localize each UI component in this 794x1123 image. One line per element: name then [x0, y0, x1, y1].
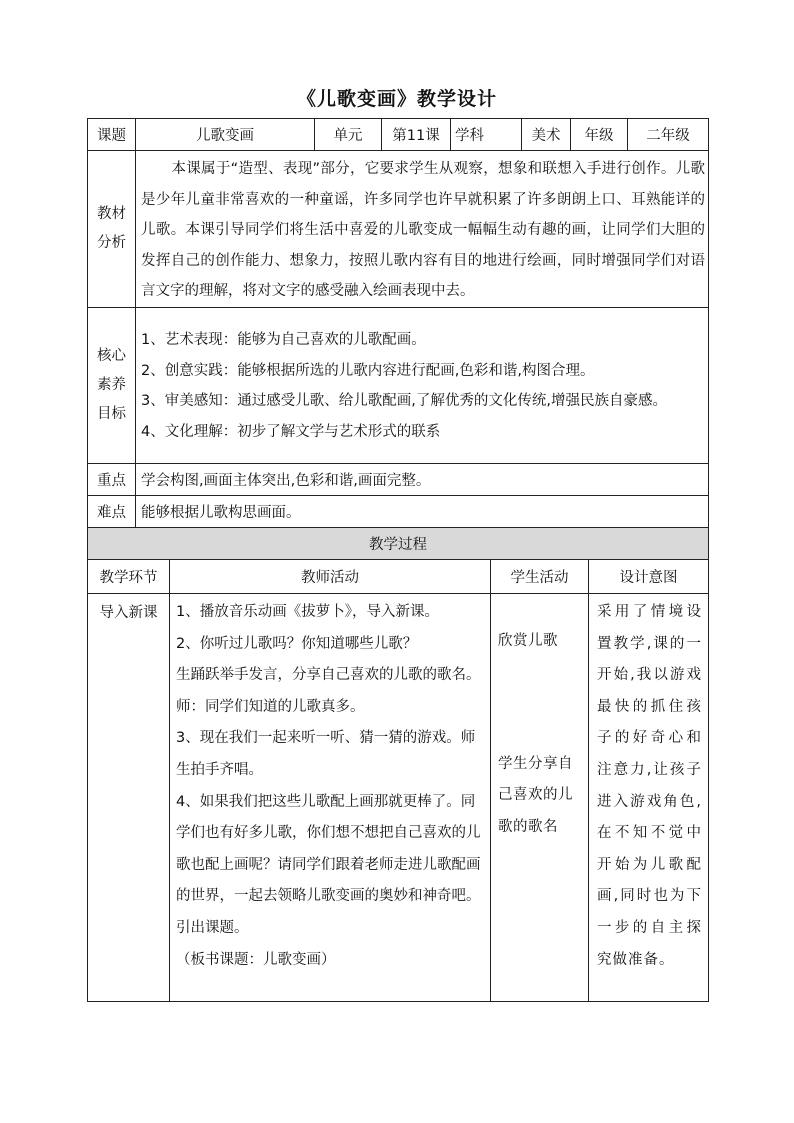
difficulty-text: 能够根据儿歌构思画面。	[136, 495, 709, 527]
analysis-label	[88, 151, 136, 308]
key-point-label: 重点	[88, 463, 136, 495]
info-table	[87, 118, 709, 528]
teacher-line: 生踊跃举手发言，分享自己喜欢的儿歌的歌名。	[176, 667, 481, 684]
header-stage: 教学环节	[88, 560, 170, 594]
course-label: 课题	[88, 119, 136, 151]
teacher-line: 3、现在我们一起来听一听、猜一猜的游戏。师生拍手齐唱。	[176, 730, 476, 778]
teacher-line: （板书课题：儿歌变画）	[176, 951, 336, 968]
teacher-activity	[170, 594, 491, 1002]
unit-value: 第11课	[382, 119, 451, 151]
difficulty-label: 难点	[88, 495, 136, 527]
student-activity-a: 欣赏儿歌	[498, 633, 558, 649]
stage-name: 导入新课	[88, 594, 170, 1002]
goal-item: 3、审美感知：通过感受儿歌、给儿歌配画,了解优秀的文化传统,增强民族自豪感。	[141, 393, 667, 410]
goals-list	[136, 307, 709, 463]
subject-label: 学科	[451, 119, 522, 151]
analysis-label-line2: 分析	[97, 234, 126, 251]
goals-label	[88, 307, 136, 463]
grade-value: 二年级	[628, 119, 709, 151]
goals-label-line3: 目标	[97, 405, 126, 422]
goal-item: 1、艺术表现：能够为自己喜欢的儿歌配画。	[141, 332, 426, 349]
goals-label-line1: 核心	[97, 347, 126, 364]
analysis-text: 本课属于“造型、表现”部分，它要求学生从观察，想象和联想入手进行创作。儿歌是少年儿童非常喜欢的一种童谣，许多同学也许早就积累了许多朗朗上口、耳熟能详的儿歌。本课引导同学们将生活中喜爱的儿歌变成一幅幅生动有趣的画，让同学们大胆的发挥自己的创作能力、想象力，按照儿歌内容有目的地进行绘画，同时增强同学们对语言文字的理解，将对文字的感受融入绘画表现中去。	[136, 151, 709, 308]
goal-item: 4、文化理解：初步了解文学与艺术形式的联系	[141, 424, 441, 441]
teacher-line: 2、你听过儿歌吗？你知道哪些儿歌？	[176, 635, 418, 652]
unit-label: 单元	[315, 119, 382, 151]
teacher-line: 4、如果我们把这些儿歌配上画那就更棒了。同学们也有好多儿歌，你们想不想把自己喜欢的儿歌也配上画呢？请同学们跟着老师走进儿歌配画的世界，一起去领略儿歌变画的奥妙和神奇吧。引出课题。	[176, 793, 481, 936]
grade-label: 年级	[571, 119, 628, 151]
key-point-text: 学会构图,画面主体突出,色彩和谐,画面完整。	[136, 463, 709, 495]
process-title: 教学过程	[88, 528, 709, 560]
course-value: 儿歌变画	[136, 119, 315, 151]
header-teacher: 教师活动	[170, 560, 491, 594]
goal-item: 2、创意实践：能够根据所选的儿歌内容进行配画,色彩和谐,构图合理。	[141, 362, 595, 379]
analysis-label-line1: 教材	[97, 205, 126, 222]
teacher-line: 1、播放音乐动画《拔萝卜》，导入新课。	[176, 604, 439, 620]
goals-label-line2: 素养	[97, 376, 126, 393]
document-title: 《儿歌变画》教学设计	[296, 88, 497, 110]
student-activity-b: 学生分享自己喜欢的儿歌的歌名	[498, 755, 573, 835]
header-intent: 设计意图	[589, 560, 709, 594]
design-intent: 采用了情境设置教学,课的一开始,我以游戏最快的抓住孩子的好奇心和注意力,让孩子进入游戏角色,在不知不觉中开始为儿歌配画,同时也为下一步的自主探究做准备。	[589, 594, 709, 1002]
subject-value: 美术	[522, 119, 571, 151]
process-table	[87, 527, 709, 1002]
header-student: 学生活动	[491, 560, 589, 594]
teacher-line: 师：同学们知道的儿歌真多。	[176, 698, 365, 715]
student-activity	[491, 594, 589, 1002]
